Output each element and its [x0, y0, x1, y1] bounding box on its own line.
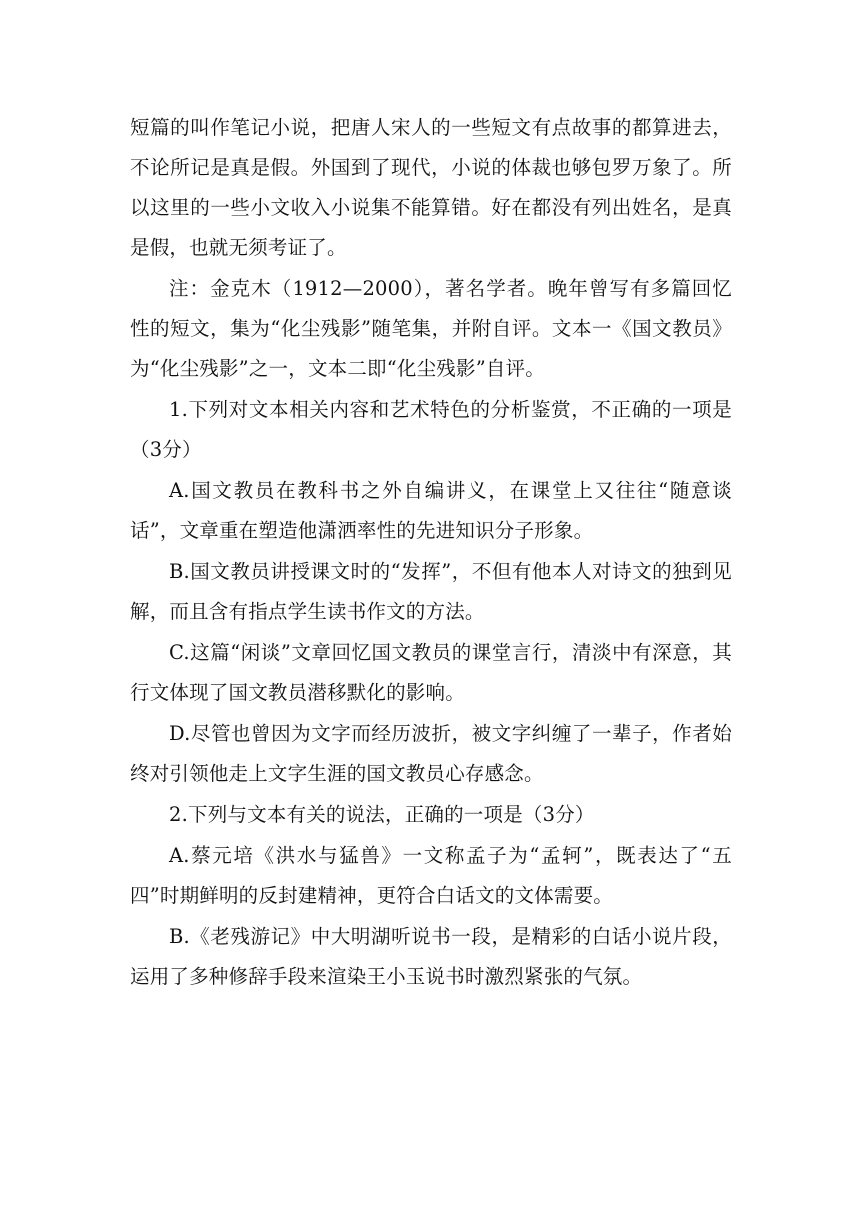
- question-1-stem: 1.下列对文本相关内容和艺术特色的分析鉴赏，不正确的一项是（3分）: [130, 398, 732, 461]
- paragraph-note: 注：金克木（1912—2000），著名学者。晚年曾写有多篇回忆性的短文，集为“化尘残影”随笔集，并附自评。文本一《国文教员》为“化尘残影”之一，文本二即“化尘残影”自评。: [130, 277, 732, 380]
- document-page: [130, 108, 732, 998]
- paragraph-continuation: 短篇的叫作笔记小说，把唐人宋人的一些短文有点故事的都算进去，不论所记是真是假。外国到了现代，小说的体裁也够包罗万象了。所以这里的一些小文收入小说集不能算错。好在都没有列出姓名，是真是假，也就无须考证了。: [130, 116, 732, 259]
- question-1-option-a: A.国文教员在教科书之外自编讲义，在课堂上又往往“随意谈话”，文章重在塑造他潇洒率性的先进知识分子形象。: [130, 479, 732, 542]
- question-1-option-c: C.这篇“闲谈”文章回忆国文教员的课堂言行，清淡中有深意，其行文体现了国文教员潜移默化的影响。: [130, 641, 732, 704]
- question-2-option-a: A.蔡元培《洪水与猛兽》一文称孟子为“孟轲”，既表达了“五四”时期鲜明的反封建精神，更符合白话文的文体需要。: [130, 844, 732, 907]
- question-1-option-d: D.尽管也曾因为文字而经历波折，被文字纠缠了一辈子，作者始终对引领他走上文字生涯的国文教员心存感念。: [130, 722, 732, 785]
- question-1-option-b: B.国文教员讲授课文时的“发挥”，不但有他本人对诗文的独到见解，而且含有指点学生读书作文的方法。: [130, 560, 732, 623]
- question-2-option-b: B.《老残游记》中大明湖听说书一段，是精彩的白话小说片段，运用了多种修辞手段来渲染王小玉说书时激烈紧张的气氛。: [130, 925, 732, 988]
- question-2-stem: 2.下列与文本有关的说法，正确的一项是（3分）: [169, 803, 595, 826]
